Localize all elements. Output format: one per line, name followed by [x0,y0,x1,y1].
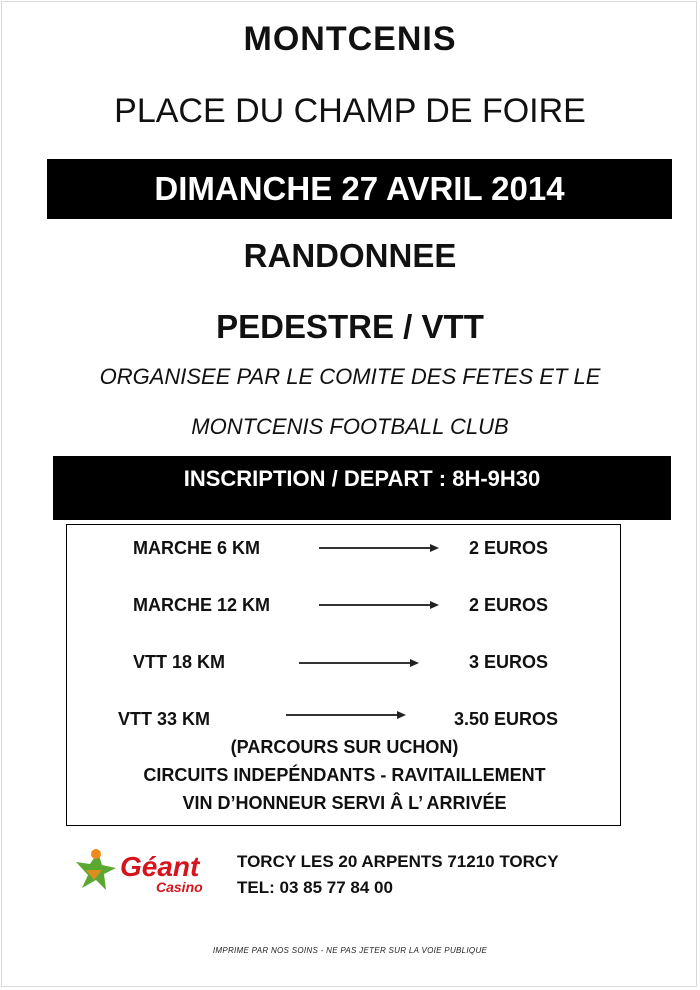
svg-text:Géant: Géant [120,851,200,882]
inscription-text: INSCRIPTION / DEPART : 8H-9H30 [183,466,541,491]
route-note: (PARCOURS SUR UCHON) [230,737,459,757]
svg-text:Casino: Casino [156,879,203,895]
inscription-banner [53,456,671,520]
date-banner [47,159,672,219]
price-row-route: VTT 18 KM [133,652,226,672]
price-row-price: 3.50 EUROS [454,709,559,729]
circuits-note: CIRCUITS INDEPÉNDANTS - RAVITAILLEMENT [143,765,546,785]
price-row-price: 2 EUROS [469,538,549,558]
arrow-right-icon [286,710,406,720]
date-text: DIMANCHE 27 AVRIL 2014 [154,170,565,207]
place-title: PLACE DU CHAMP DE FOIRE [114,92,586,130]
town-title: MONTCENIS [243,20,457,58]
price-table [66,524,621,826]
event-title-line1: RANDONNEE [243,237,457,274]
price-row-route: MARCHE 6 KM [133,538,261,558]
price-row-route: MARCHE 12 KM [133,595,271,615]
organiser-line1: ORGANISEE PAR LE COMITE DES FETES ET LE [99,364,601,389]
sponsor-phone: TEL: 03 85 77 84 00 [237,878,393,897]
organiser-line2: MONTCENIS FOOTBALL CLUB [191,414,509,439]
price-row-price: 2 EUROS [469,595,549,615]
sponsor-address: TORCY LES 20 ARPENTS 71210 TORCY [237,852,559,871]
arrow-right-icon [299,658,419,668]
arrow-right-icon [319,600,439,610]
arrow-right-icon [319,543,439,553]
price-row-price: 3 EUROS [469,652,549,672]
geant-logo-icon [72,840,222,898]
price-row-route: VTT 33 KM [118,709,211,729]
footer-note: IMPRIME PAR NOS SOINS - NE PAS JETER SUR LA VOIE PUBLIQUE [212,946,488,955]
reception-note: VIN D’HONNEUR SERVI Â L’ ARRIVÉE [182,793,507,813]
geant-casino-logo [72,840,222,898]
event-title-line2: PEDESTRE / VTT [216,308,484,345]
